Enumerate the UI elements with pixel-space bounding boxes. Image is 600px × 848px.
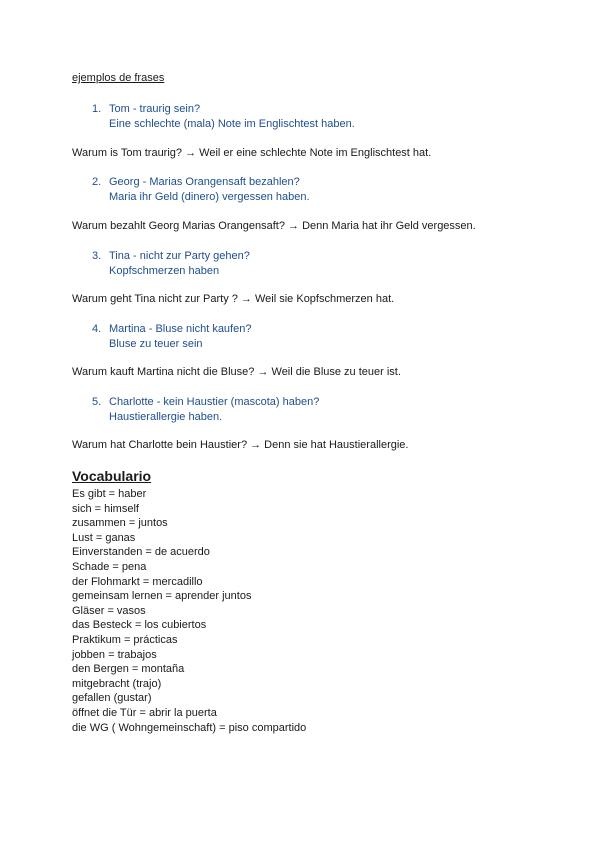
vocab-item: sich = himself: [72, 502, 139, 515]
example-answer-3: Warum geht Tina nicht zur Party ? → Weil sie Kopfschmerzen hat.: [72, 293, 395, 305]
vocab-item: Schade = pena: [72, 560, 147, 573]
vocab-item: gemeinsam lernen = aprender juntos: [72, 590, 252, 603]
example-number: 3.: [92, 250, 102, 262]
example-answer-1: Warum is Tom traurig? → Weil er eine schlechte Note im Englischtest hat.: [72, 147, 432, 159]
vocab-item: Gläser = vasos: [72, 604, 146, 617]
example-hint: Kopfschmerzen haben: [109, 265, 220, 277]
vocab-item: öffnet die Tür = abrir la puerta: [72, 706, 217, 719]
vocab-item: Einverstanden = de acuerdo: [72, 546, 210, 559]
example-prompt: Charlotte - kein Haustier (mascota) haben?: [109, 396, 320, 408]
vocab-item: Lust = ganas: [72, 531, 136, 544]
vocab-item: Praktikum = prácticas: [72, 633, 178, 646]
example-number: 1.: [92, 103, 102, 115]
vocabulary-list: [72, 487, 306, 735]
vocab-item: mitgebracht (trajo): [72, 677, 162, 690]
vocab-item: gefallen (gustar): [72, 692, 152, 705]
example-number: 5.: [92, 396, 102, 408]
vocab-item: das Besteck = los cubiertos: [72, 619, 207, 632]
vocab-item: der Flohmarkt = mercadillo: [72, 575, 203, 588]
example-prompt: Tina - nicht zur Party gehen?: [109, 250, 250, 262]
example-answer-5: Warum hat Charlotte bein Haustier? → Denn sie hat Haustierallergie.: [72, 439, 409, 451]
example-prompt: Tom - traurig sein?: [109, 103, 201, 115]
vocab-item: den Bergen = montaña: [72, 663, 185, 676]
vocab-item: die WG ( Wohngemeinschaft) = piso compartido: [72, 721, 307, 734]
example-answer-4: Warum kauft Martina nicht die Bluse? → Weil die Bluse zu teuer ist.: [72, 366, 401, 378]
vocab-item: jobben = trabajos: [72, 648, 157, 661]
vocab-item: Es gibt = haber: [72, 488, 147, 500]
section-heading: ejemplos de frases: [72, 72, 165, 84]
vocab-item: zusammen = juntos: [72, 517, 168, 530]
example-hint: Haustierallergie haben.: [109, 411, 223, 423]
example-prompt: Georg - Marias Orangensaft bezahlen?: [109, 176, 300, 188]
example-answer-2: Warum bezahlt Georg Marias Orangensaft? → Denn Maria hat ihr Geld vergessen.: [72, 220, 476, 232]
example-number: 4.: [92, 323, 102, 335]
example-hint: Maria ihr Geld (dinero) vergessen haben.: [109, 191, 310, 203]
example-hint: Eine schlechte (mala) Note im Englischtest haben.: [109, 118, 355, 130]
example-prompt: Martina - Bluse nicht kaufen?: [109, 323, 252, 335]
vocabulary-title: Vocabulario: [72, 468, 152, 484]
example-hint: Bluse zu teuer sein: [109, 338, 203, 350]
example-number: 2.: [92, 176, 102, 188]
